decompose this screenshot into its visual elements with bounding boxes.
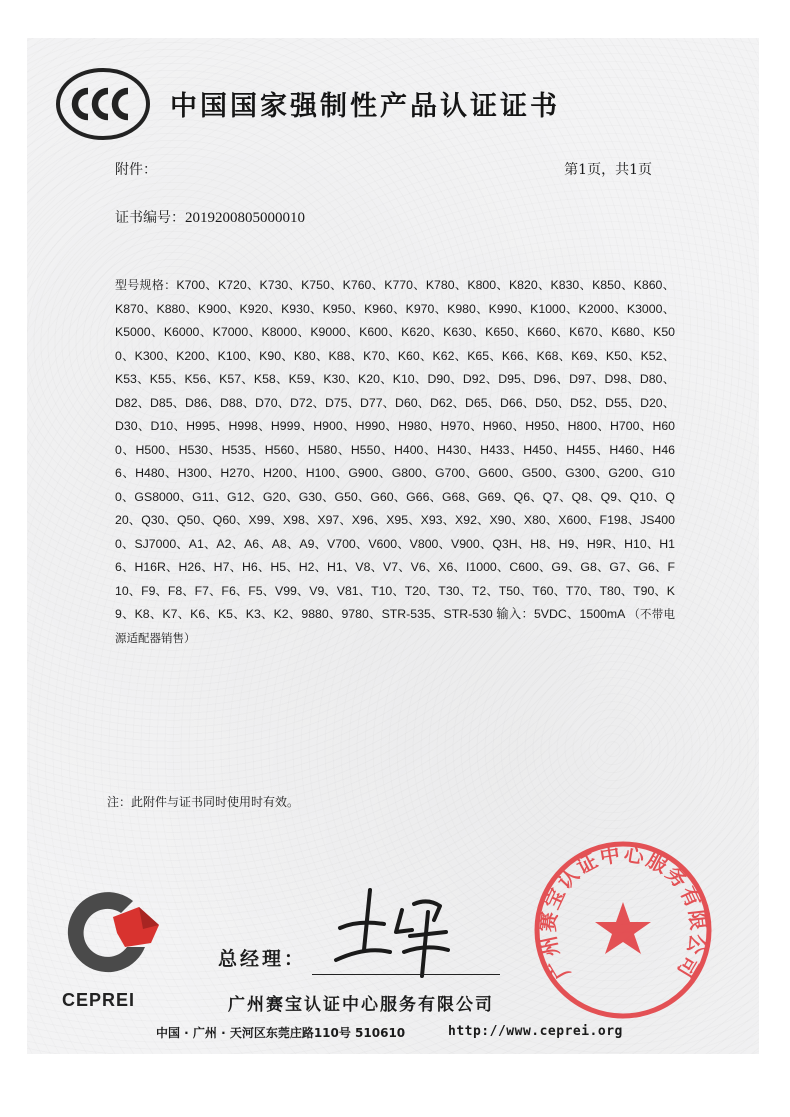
official-seal-icon (533, 840, 713, 1020)
attachment-label: 附件： (115, 162, 157, 178)
adapter-note: （不带电源适配器销售） (115, 607, 675, 645)
signature-line (312, 974, 500, 975)
model-specification (115, 274, 675, 650)
cepre-logo-icon (55, 885, 163, 977)
signature-icon (318, 880, 468, 980)
certificate-number (115, 207, 305, 227)
page-indicator: 第1页，共1页 (564, 162, 652, 178)
cepre-text: CEPREI (62, 990, 136, 1010)
footer-url: http://www.ceprei.org (448, 1024, 623, 1039)
general-manager-label: 总经理： (218, 948, 307, 970)
certificate-number-label: 证书编号： (115, 210, 185, 226)
certificate-number-value: 2019200805000010 (185, 210, 305, 226)
validity-note: 注：此附件与证书同时使用时有效。 (107, 795, 300, 809)
certificate-title: 中国国家强制性产品认证证书 (170, 91, 560, 122)
footer-address: 中国 · 广州 · 天河区东莞庄路110号 510610 (156, 1026, 406, 1040)
organization-name: 广州赛宝认证中心服务有限公司 (228, 995, 494, 1015)
seal-text: 广州赛宝认证中心服务有限公司 (535, 841, 711, 984)
ccc-logo-icon (55, 66, 151, 142)
model-label: 型号规格： (115, 278, 177, 292)
model-list: K700、K720、K730、K750、K760、K770、K780、K800、K820、K830、K850、K860、K870、K880、K900、K920、K930、K950、K960、K970、K980、K990、K1000、K2000、K3000、K5000、K6000、K7000、K8000、K9000、K600、K620、K630、K650、K660、K670、K680、K500、K300、K200、K100、K90、K80、K88、K70、K60、K62、K65、K66、K68、K69、K50、K52、K53、K55、K56、K57、K58、K59、K30、K20、K10、D90、D92、D95、D96、D97、D98、D80、D82、D85、D86、D88、D70、D72、D75、D77、D60、D62、D65、D66、D50、D52、D55、D20、D30、D10、H995、H998、H999、H900、H990、H980、H970、H960、H950、H800、H700、H600、H500、H530、H535、H560、H580、H550、H400、H430、H433、H450、H455、H460、H466、H480、H300、H270、H200、H100、G900、G800、G700、G600、G500、G300、G200、G100、GS8000、G11、G12、G20、G30、G50、G60、G66、G68、G69、Q6、Q7、Q8、Q9、Q10、Q20、Q30、Q50、Q60、X99、X98、X97、X96、X95、X93、X92、X90、X80、X600、F198、JS4000、SJ7000、A1、A2、A6、A8、A9、V700、V600、V800、V900、Q3H、H8、H9、H9R、H10、H16、H16R、H26、H7、H6、H5、H2、H1、V8、V7、V6、X6、I1000、C600、G9、G8、G7、G6、F10、F9、F8、F7、F6、F5、V99、V9、V81、T10、T20、T30、T2、T50、T60、T70、T80、T90、K9、K8、K7、K6、K5、K3、K2、9880、9780、STR-535、STR-530 输入：5VDC、1500mA (115, 278, 675, 621)
